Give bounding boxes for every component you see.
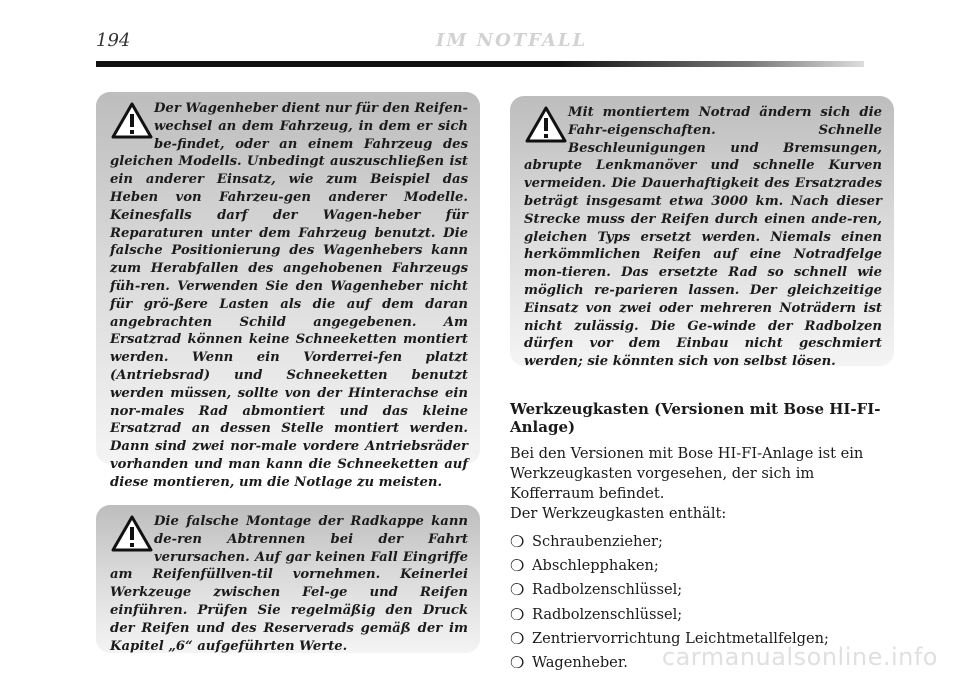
- section-title: IM NOTFALL: [436, 30, 588, 51]
- list-item: ❍ Schraubenzieher;: [510, 530, 900, 554]
- bullet-icon: ❍: [510, 653, 525, 673]
- page-header: [96, 30, 864, 52]
- toolbox-contents-label: Der Werkzeugkasten enthält:: [510, 505, 727, 522]
- warning-box-spare-wheel: [510, 96, 894, 370]
- warning-box-jack: [96, 92, 480, 490]
- bullet-icon: ❍: [510, 556, 525, 576]
- list-item: ❍ Wagenheber.: [510, 651, 900, 675]
- bullet-icon: ❍: [510, 580, 525, 600]
- warning-text: Der Wagenheber dient nur für den Reifen-wechsel an dem Fahrzeug, in dem er sich be-findet, oder an einem Fahrzeug des gleichen Modells. Unbedingt auszuschließen ist ein anderer Einsatz, wie zum Beispiel das Heben von Fahrzeu-gen anderer Modelle. Keinesfalls darf der Wagen-heber für Reparaturen unter dem Fahrzeug benutzt. Die falsche Positionierung des Wagenhebers kann zum Herabfallen des angehobenen Fahrzeugs füh-ren. Verwenden Sie den Wagenheber nicht für grö-ßere Lasten als die auf dem daran angebrachten Schild angegebenen. Am Ersatzrad können keine Schneeketten montiert werden. Wenn ein Vorderrei-fen platzt (Antriebsrad) und Schneeketten benutzt werden müssen, sollte von der Hinterachse ein nor-males Rad abmontiert und das kleine Ersatzrad an dessen Stelle montiert werden. Dann sind zwei nor-male vordere Antriebsräder vorhanden und man kann die Schneeketten auf diese montieren, um die Notlage zu meisten.: [110, 101, 468, 490]
- warning-triangle-icon: [524, 104, 568, 146]
- list-item: ❍ Radbolzenschlüssel;: [510, 603, 900, 627]
- warning-box-hubcap: [96, 505, 480, 653]
- page-number: 194: [96, 30, 131, 51]
- watermark: carmanualsonline.info: [661, 643, 938, 671]
- toolbox-intro: Bei den Versionen mit Bose HI-FI-Anlage ist ein Werkzeugkasten vorgesehen, der sich im Kofferraum befindet.: [510, 445, 864, 502]
- warning-text: Die falsche Montage der Radkappe kann de-ren Abtrennen bei der Fahrt verursachen. Auf gar keinen Fall Eingriffe am Reifenfüllven-til vornehmen. Keinerlei Werkzeuge zwischen Fel-ge und Reifen einführen. Prüfen Sie regelmäßig den Druck der Reifen und des Reserverads gemäß der im Kapitel „6“ aufgeführten Werte.: [110, 514, 468, 654]
- bullet-icon: ❍: [510, 604, 525, 624]
- list-item: ❍ Abschlepphaken;: [510, 554, 900, 578]
- toolbox-heading: Werkzeugkasten (Versionen mit Bose HI-FI-Anlage): [510, 400, 881, 436]
- bullet-icon: ❍: [510, 532, 525, 551]
- warning-triangle-icon: [110, 513, 154, 555]
- header-rule: [96, 61, 864, 67]
- list-item: ❍ Zentriervorrichtung Leichtmetallfelgen;: [510, 627, 900, 651]
- toolbox-section: [510, 400, 900, 675]
- warning-triangle-icon: [110, 100, 154, 142]
- bullet-icon: ❍: [510, 628, 525, 648]
- list-item: ❍ Radbolzenschlüssel;: [510, 578, 900, 602]
- warning-text: Mit montiertem Notrad ändern sich die Fahr-eigenschaften. Schnelle Beschleunigungen und Bremsungen, abrupte Lenkmanöver und schnelle Kurven vermeiden. Die Dauerhaftigkeit des Ersatzrades beträgt insgesamt etwa 3000 km. Nach dieser Strecke muss der Reifen durch einen ande-ren, gleichen Typs ersetzt werden. Niemals einen herkömmlichen Reifen auf eine Notradfelge mon-tieren. Das ersetzte Rad so schnell wie möglich re-parieren lassen. Der gleichzeitige Einsatz von zwei oder mehreren Noträdern ist nicht zulässig. Die Ge-winde der Radbolzen dürfen vor dem Einbau nicht geschmiert werden; sie könnten sich von selbst lösen.: [524, 105, 882, 370]
